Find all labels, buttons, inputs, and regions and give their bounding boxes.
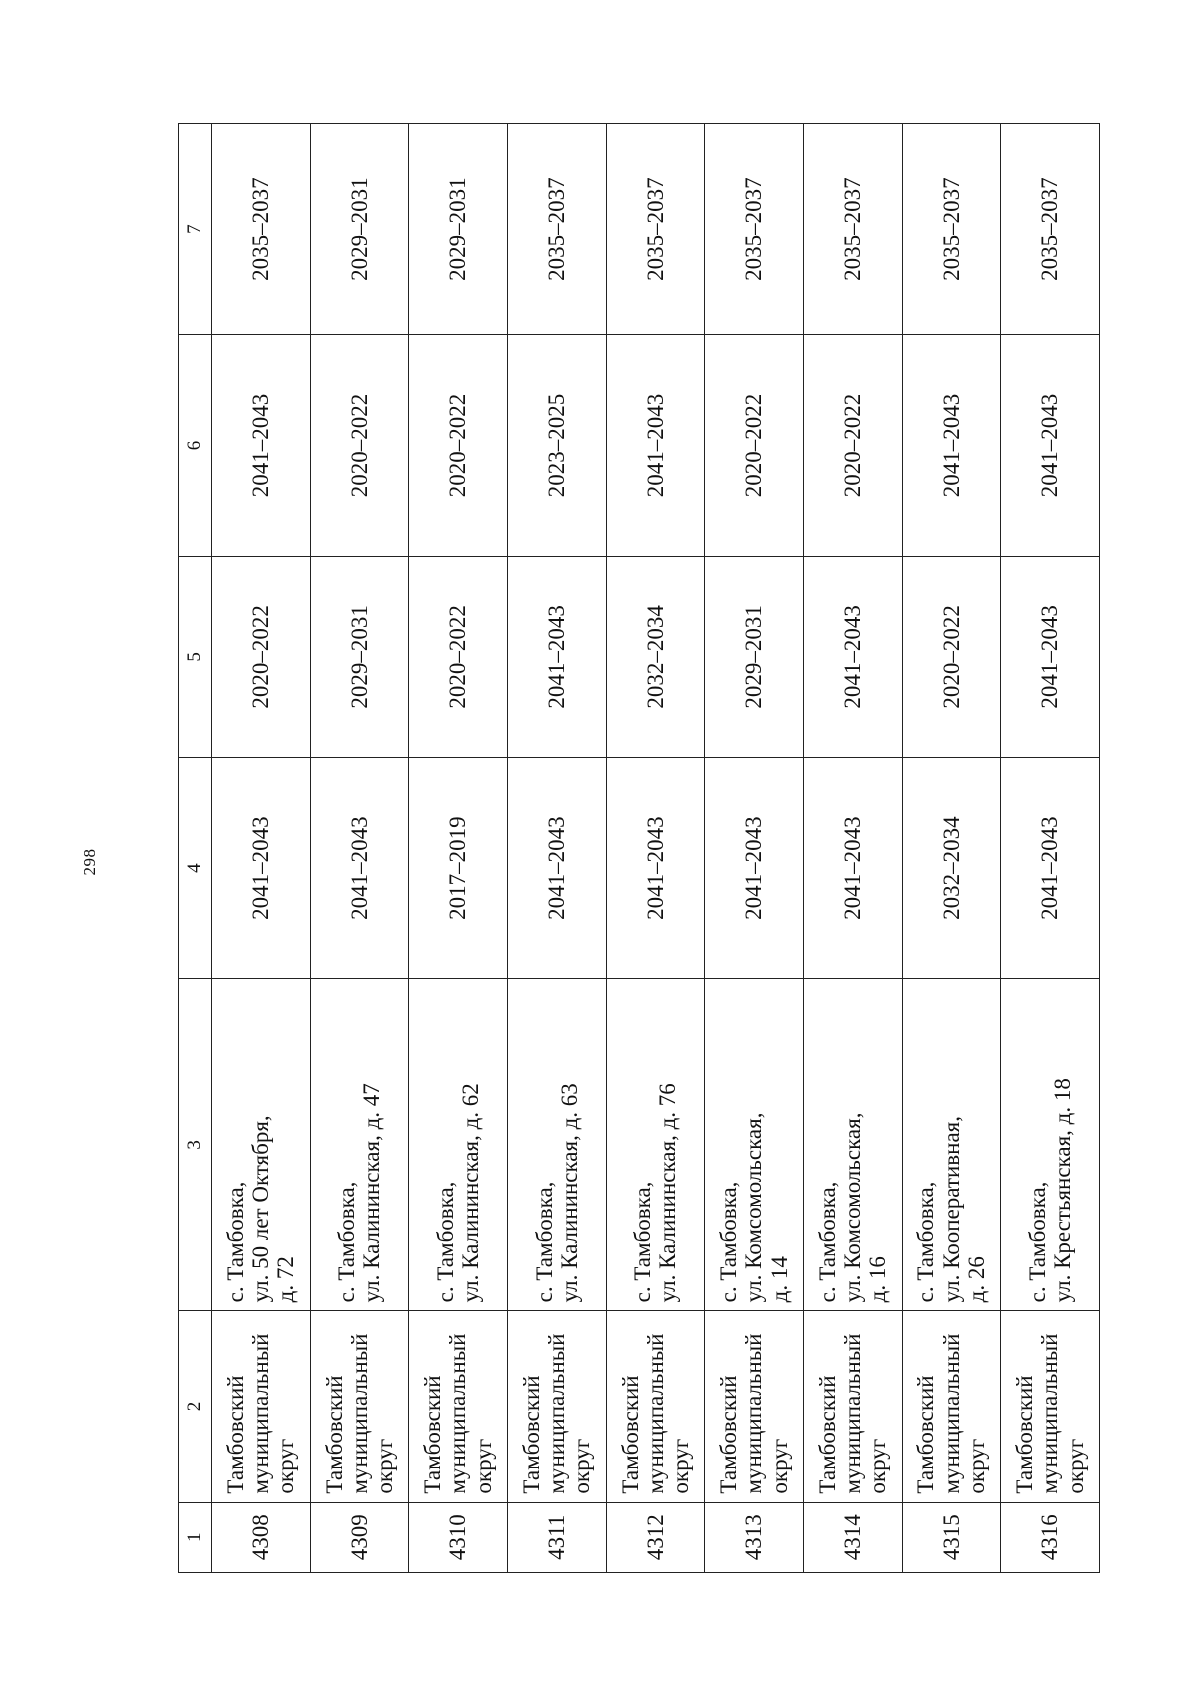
district-cell: [902, 1311, 1001, 1502]
table-row: [212, 124, 311, 1573]
district-cell: [507, 1311, 606, 1502]
period-cell-col6: 2020–2022: [310, 335, 409, 556]
address-line: с. Тамбовка,: [913, 1181, 939, 1303]
address-line: ул. Комсомольская,: [741, 1112, 767, 1303]
district-line: Тамбовский: [913, 1375, 939, 1494]
district-line: муниципальный: [642, 1333, 668, 1494]
period-cell-col5: 2041–2043: [803, 556, 902, 757]
table-row: [606, 124, 705, 1573]
address-cell: [902, 979, 1001, 1311]
table-row: [1001, 124, 1100, 1573]
table-row: [705, 124, 804, 1573]
column-header: 6: [179, 335, 212, 556]
period-cell-col4: 2041–2043: [803, 757, 902, 978]
row-code-cell: 4316: [1001, 1502, 1100, 1572]
district-cell: [409, 1311, 508, 1502]
period-cell-col4: 2041–2043: [310, 757, 409, 978]
period-cell-col6: 2041–2043: [1001, 335, 1100, 556]
row-code-cell: 4314: [803, 1502, 902, 1572]
district-line: округ: [865, 1438, 891, 1494]
address-line: ул. Кооперативная,: [938, 1116, 964, 1303]
period-cell-col5: 2020–2022: [212, 556, 311, 757]
district-cell: [705, 1311, 804, 1502]
table-row: [310, 124, 409, 1573]
period-cell-col5: 2020–2022: [409, 556, 508, 757]
district-line: муниципальный: [938, 1333, 964, 1494]
district-line: Тамбовский: [617, 1375, 643, 1494]
address-cell: [310, 979, 409, 1311]
district-line: округ: [470, 1438, 496, 1494]
district-line: округ: [569, 1438, 595, 1494]
district-line: округ: [273, 1438, 299, 1494]
column-header: 1: [179, 1502, 212, 1572]
address-line: ул. Калининская, д. 63: [556, 1083, 582, 1303]
address-line: ул. Калининская, д. 76: [655, 1083, 681, 1303]
rotated-table-container: [178, 123, 1100, 1573]
period-cell-col6: 2041–2043: [902, 335, 1001, 556]
table-row: [409, 124, 508, 1573]
period-cell-col7: 2035–2037: [902, 124, 1001, 335]
address-cell: [507, 979, 606, 1311]
column-header: 2: [179, 1311, 212, 1502]
column-header: 3: [179, 979, 212, 1311]
table-row: [507, 124, 606, 1573]
period-cell-col4: 2032–2034: [902, 757, 1001, 978]
period-cell-col6: 2041–2043: [606, 335, 705, 556]
address-line: ул. 50 лет Октября,: [248, 1115, 274, 1303]
period-cell-col6: 2023–2025: [507, 335, 606, 556]
district-line: муниципальный: [840, 1333, 866, 1494]
district-line: Тамбовский: [814, 1375, 840, 1494]
period-cell-col6: 2041–2043: [212, 335, 311, 556]
district-cell: [606, 1311, 705, 1502]
period-cell-col7: 2035–2037: [1001, 124, 1100, 335]
district-line: Тамбовский: [420, 1375, 446, 1494]
period-cell-col5: 2020–2022: [902, 556, 1001, 757]
district-line: муниципальный: [445, 1333, 471, 1494]
period-cell-col7: 2035–2037: [212, 124, 311, 335]
district-line: муниципальный: [346, 1333, 372, 1494]
address-cell: [803, 979, 902, 1311]
address-cell: [212, 979, 311, 1311]
period-cell-col6: 2020–2022: [409, 335, 508, 556]
period-cell-col7: 2029–2031: [310, 124, 409, 335]
row-code-cell: 4311: [507, 1502, 606, 1572]
row-code-cell: 4313: [705, 1502, 804, 1572]
address-line: ул. Комсомольская,: [840, 1112, 866, 1303]
row-code-cell: 4315: [902, 1502, 1001, 1572]
district-line: округ: [668, 1438, 694, 1494]
period-cell-col7: 2035–2037: [606, 124, 705, 335]
address-line: с. Тамбовка,: [432, 1181, 458, 1303]
district-cell: [1001, 1311, 1100, 1502]
row-code-cell: 4310: [409, 1502, 508, 1572]
district-line: муниципальный: [1037, 1333, 1063, 1494]
address-cell: [606, 979, 705, 1311]
district-line: Тамбовский: [716, 1375, 742, 1494]
district-cell: [212, 1311, 311, 1502]
period-cell-col4: 2017–2019: [409, 757, 508, 978]
schedule-table: [178, 123, 1100, 1573]
column-header: 5: [179, 556, 212, 757]
header-row: [179, 124, 212, 1573]
period-cell-col4: 2041–2043: [212, 757, 311, 978]
period-cell-col7: 2035–2037: [507, 124, 606, 335]
period-cell-col4: 2041–2043: [507, 757, 606, 978]
address-line: д. 72: [273, 1256, 299, 1303]
district-line: Тамбовский: [321, 1375, 347, 1494]
period-cell-col6: 2020–2022: [705, 335, 804, 556]
district-line: Тамбовский: [1012, 1375, 1038, 1494]
address-cell: [409, 979, 508, 1311]
row-code-cell: 4312: [606, 1502, 705, 1572]
row-code-cell: 4308: [212, 1502, 311, 1572]
address-line: д. 14: [766, 1256, 792, 1303]
address-line: с. Тамбовка,: [334, 1181, 360, 1303]
district-line: муниципальный: [248, 1333, 274, 1494]
period-cell-col7: 2035–2037: [705, 124, 804, 335]
address-line: с. Тамбовка,: [630, 1181, 656, 1303]
table-row: [902, 124, 1001, 1573]
period-cell-col4: 2041–2043: [705, 757, 804, 978]
address-line: д. 16: [865, 1256, 891, 1303]
address-line: с. Тамбовка,: [814, 1181, 840, 1303]
period-cell-col4: 2041–2043: [1001, 757, 1100, 978]
district-line: муниципальный: [544, 1333, 570, 1494]
address-line: с. Тамбовка,: [222, 1181, 248, 1303]
district-line: округ: [964, 1438, 990, 1494]
column-header: 7: [179, 124, 212, 335]
district-cell: [803, 1311, 902, 1502]
address-line: ул. Крестьянская, д. 18: [1050, 1078, 1076, 1303]
district-line: округ: [372, 1438, 398, 1494]
page-number: 298: [80, 848, 99, 876]
address-line: с. Тамбовка,: [716, 1181, 742, 1303]
period-cell-col7: 2029–2031: [409, 124, 508, 335]
address-line: д. 26: [964, 1256, 990, 1303]
address-line: ул. Калининская, д. 47: [359, 1083, 385, 1303]
district-line: округ: [1062, 1438, 1088, 1494]
address-cell: [1001, 979, 1100, 1311]
period-cell-col5: 2041–2043: [507, 556, 606, 757]
column-header: 4: [179, 757, 212, 978]
period-cell-col5: 2029–2031: [310, 556, 409, 757]
district-line: Тамбовский: [518, 1375, 544, 1494]
period-cell-col7: 2035–2037: [803, 124, 902, 335]
district-cell: [310, 1311, 409, 1502]
address-line: с. Тамбовка,: [531, 1181, 557, 1303]
address-cell: [705, 979, 804, 1311]
period-cell-col5: 2041–2043: [1001, 556, 1100, 757]
address-line: ул. Калининская, д. 62: [458, 1083, 484, 1303]
address-line: с. Тамбовка,: [1024, 1181, 1050, 1303]
district-line: округ: [766, 1438, 792, 1494]
period-cell-col4: 2041–2043: [606, 757, 705, 978]
period-cell-col5: 2029–2031: [705, 556, 804, 757]
district-line: муниципальный: [741, 1333, 767, 1494]
district-line: Тамбовский: [222, 1375, 248, 1494]
row-code-cell: 4309: [310, 1502, 409, 1572]
table-row: [803, 124, 902, 1573]
period-cell-col5: 2032–2034: [606, 556, 705, 757]
period-cell-col6: 2020–2022: [803, 335, 902, 556]
